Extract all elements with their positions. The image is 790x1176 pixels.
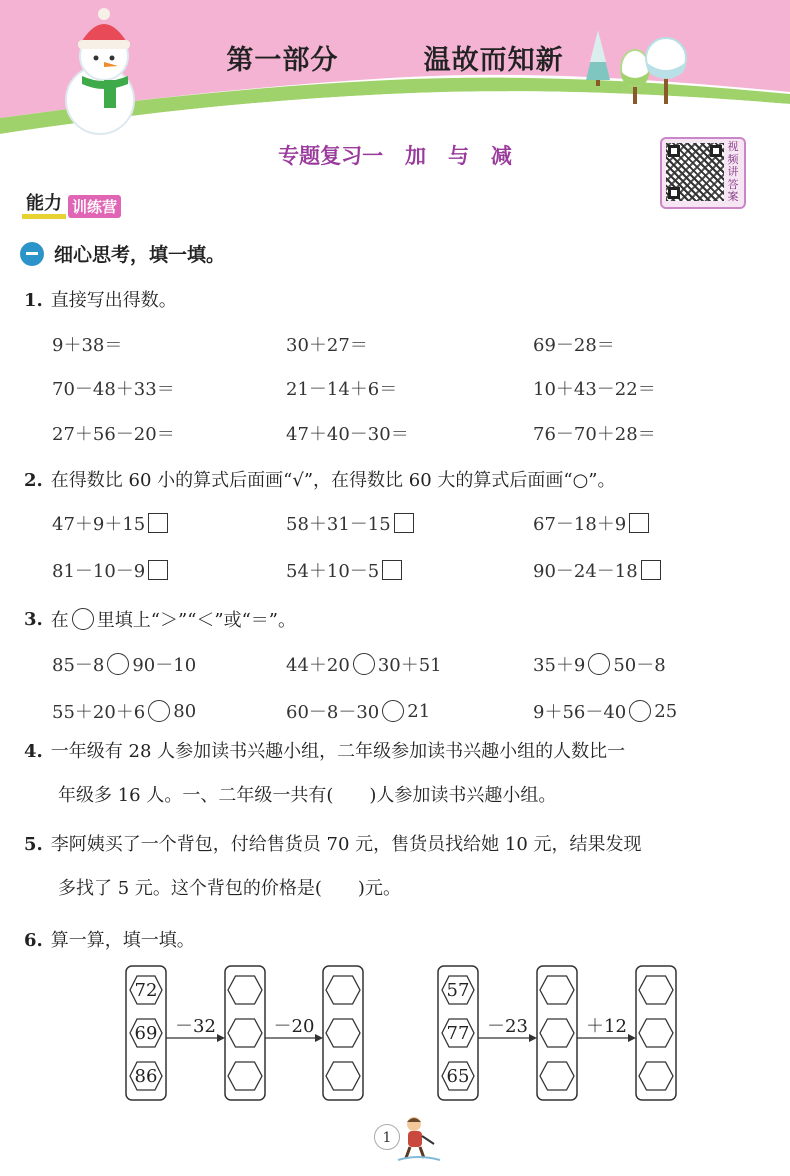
arrow-head (315, 1034, 323, 1042)
operation-label: ＋12 (586, 1016, 627, 1037)
q1-expression: 27＋56－20＝ (52, 424, 175, 445)
input-number: 57 (446, 980, 470, 1001)
q1-expression: 21－14＋6＝ (286, 379, 398, 400)
compare-circle[interactable] (107, 653, 129, 675)
question-number: 4. (24, 741, 43, 762)
q2-expression: 54＋10－5 (286, 561, 380, 582)
q1-expression: 10＋43－22＝ (533, 379, 656, 400)
question-text: 在得数比 60 小的算式后面画“√”，在得数比 60 大的算式后面画“○”。 (50, 470, 616, 491)
q1-expression: 9＋38＝ (52, 335, 123, 356)
qr-code-icon (666, 143, 724, 201)
q3-left: 44＋20 (286, 655, 350, 676)
badge-part1: 能力 (22, 194, 66, 219)
question-line: 一年级有 28 人参加读书兴趣小组，二年级参加读书兴趣小组的人数比一 (50, 741, 626, 762)
circle-icon (72, 608, 94, 630)
q2-item (52, 510, 168, 536)
answer-hexagon (639, 976, 673, 1004)
answer-hexagon (540, 1019, 574, 1047)
question-line: 多找了 5 元。这个背包的价格是( )元。 (58, 878, 401, 899)
question-3 (24, 606, 296, 632)
question-number: 1. (24, 290, 43, 311)
question-number: 5. (24, 834, 43, 855)
q1-expression: 30＋27＝ (286, 335, 368, 356)
q3-right: 25 (654, 700, 678, 722)
answer-hexagon (639, 1062, 673, 1090)
section-1-heading (20, 240, 225, 267)
question-6 (24, 926, 195, 952)
calculation-chain-diagram (0, 958, 790, 1108)
q2-item (533, 510, 649, 536)
question-text-after: 里填上“＞”“＜”或“＝”。 (96, 610, 297, 631)
question-line: 年级多 16 人。一、二年级一共有( )人参加读书兴趣小组。 (58, 785, 557, 806)
answer-box[interactable] (148, 560, 168, 580)
question-text: 直接写出得数。 (50, 290, 177, 311)
compare-circle[interactable] (629, 700, 651, 722)
answer-hexagon (326, 1062, 360, 1090)
q3-left: 55＋20＋6 (52, 702, 146, 723)
input-number: 77 (446, 1023, 470, 1044)
q3-item (286, 698, 430, 724)
question-line: 李阿姨买了一个背包，付给售货员 70 元，售货员找给她 10 元，结果发现 (50, 834, 642, 855)
answer-hexagon (540, 1062, 574, 1090)
arrow-head (529, 1034, 537, 1042)
section-number-icon (20, 242, 44, 266)
input-number: 86 (134, 1066, 158, 1087)
q1-expression: 76－70＋28＝ (533, 424, 656, 445)
input-number: 72 (134, 980, 158, 1001)
page-number: 1 (374, 1124, 400, 1150)
q3-right: 90－10 (132, 655, 197, 676)
section-1-title: 细心思考，填一填。 (54, 244, 226, 266)
question-text-before: 在 (50, 610, 69, 631)
answer-hexagon (228, 1062, 262, 1090)
q3-right: 21 (407, 700, 431, 722)
q3-item (533, 698, 677, 724)
q2-expression: 58＋31－15 (286, 514, 391, 535)
answer-hexagon (326, 1019, 360, 1047)
q2-expression: 67－18＋9 (533, 514, 627, 535)
q2-expression: 81－10－9 (52, 561, 146, 582)
operation-label: －32 (175, 1016, 216, 1037)
q3-right: 30＋51 (377, 655, 442, 676)
q3-item (52, 651, 196, 677)
compare-circle[interactable] (353, 653, 375, 675)
answer-box[interactable] (148, 513, 168, 533)
question-5 (24, 823, 642, 911)
q3-item (52, 698, 196, 724)
input-number: 65 (446, 1066, 470, 1087)
input-number: 69 (134, 1023, 158, 1044)
q3-left: 85－8 (52, 655, 105, 676)
q3-right: 50－8 (613, 655, 666, 676)
badge-part2: 训练营 (68, 195, 121, 218)
answer-hexagon (326, 976, 360, 1004)
q1-expression: 47＋40－30＝ (286, 424, 409, 445)
qr-code-box[interactable] (660, 137, 746, 209)
child-skiing-icon (394, 1114, 444, 1164)
arrow-head (217, 1034, 225, 1042)
q2-item (533, 557, 661, 583)
question-number: 6. (24, 930, 43, 951)
answer-hexagon (228, 1019, 262, 1047)
part-title: 第一部分 温故而知新 (226, 45, 564, 76)
question-1 (24, 286, 177, 312)
q1-expression: 69－28＝ (533, 335, 615, 356)
arrow-head (628, 1034, 636, 1042)
q1-expression: 70－48＋33＝ (52, 379, 175, 400)
q3-right: 80 (173, 700, 197, 722)
q3-item (286, 651, 442, 677)
q3-left: 9＋56－40 (533, 702, 627, 723)
answer-hexagon (639, 1019, 673, 1047)
compare-circle[interactable] (588, 653, 610, 675)
compare-circle[interactable] (382, 700, 404, 722)
q2-item (52, 557, 168, 583)
q2-item (286, 557, 402, 583)
operation-label: －23 (487, 1016, 528, 1037)
question-4 (24, 730, 625, 818)
question-text: 算一算，填一填。 (50, 930, 195, 951)
question-number: 3. (24, 608, 43, 630)
answer-box[interactable] (394, 513, 414, 533)
q2-item (286, 510, 414, 536)
q3-left: 60－8－30 (286, 702, 380, 723)
answer-hexagon (540, 976, 574, 1004)
section-badge (22, 193, 121, 219)
qr-label: 视频讲答案 (727, 140, 739, 203)
q3-item (533, 651, 666, 677)
q3-left: 35＋9 (533, 655, 586, 676)
q2-expression: 47＋9＋15 (52, 514, 146, 535)
question-2 (24, 466, 615, 492)
answer-box[interactable] (382, 560, 402, 580)
answer-box[interactable] (629, 513, 649, 533)
answer-hexagon (228, 976, 262, 1004)
operation-label: －20 (273, 1016, 315, 1037)
topic-title: 专题复习一 加 与 减 (278, 144, 512, 168)
q2-expression: 90－24－18 (533, 561, 638, 582)
question-number: 2. (24, 470, 43, 491)
compare-circle[interactable] (148, 700, 170, 722)
answer-box[interactable] (641, 560, 661, 580)
